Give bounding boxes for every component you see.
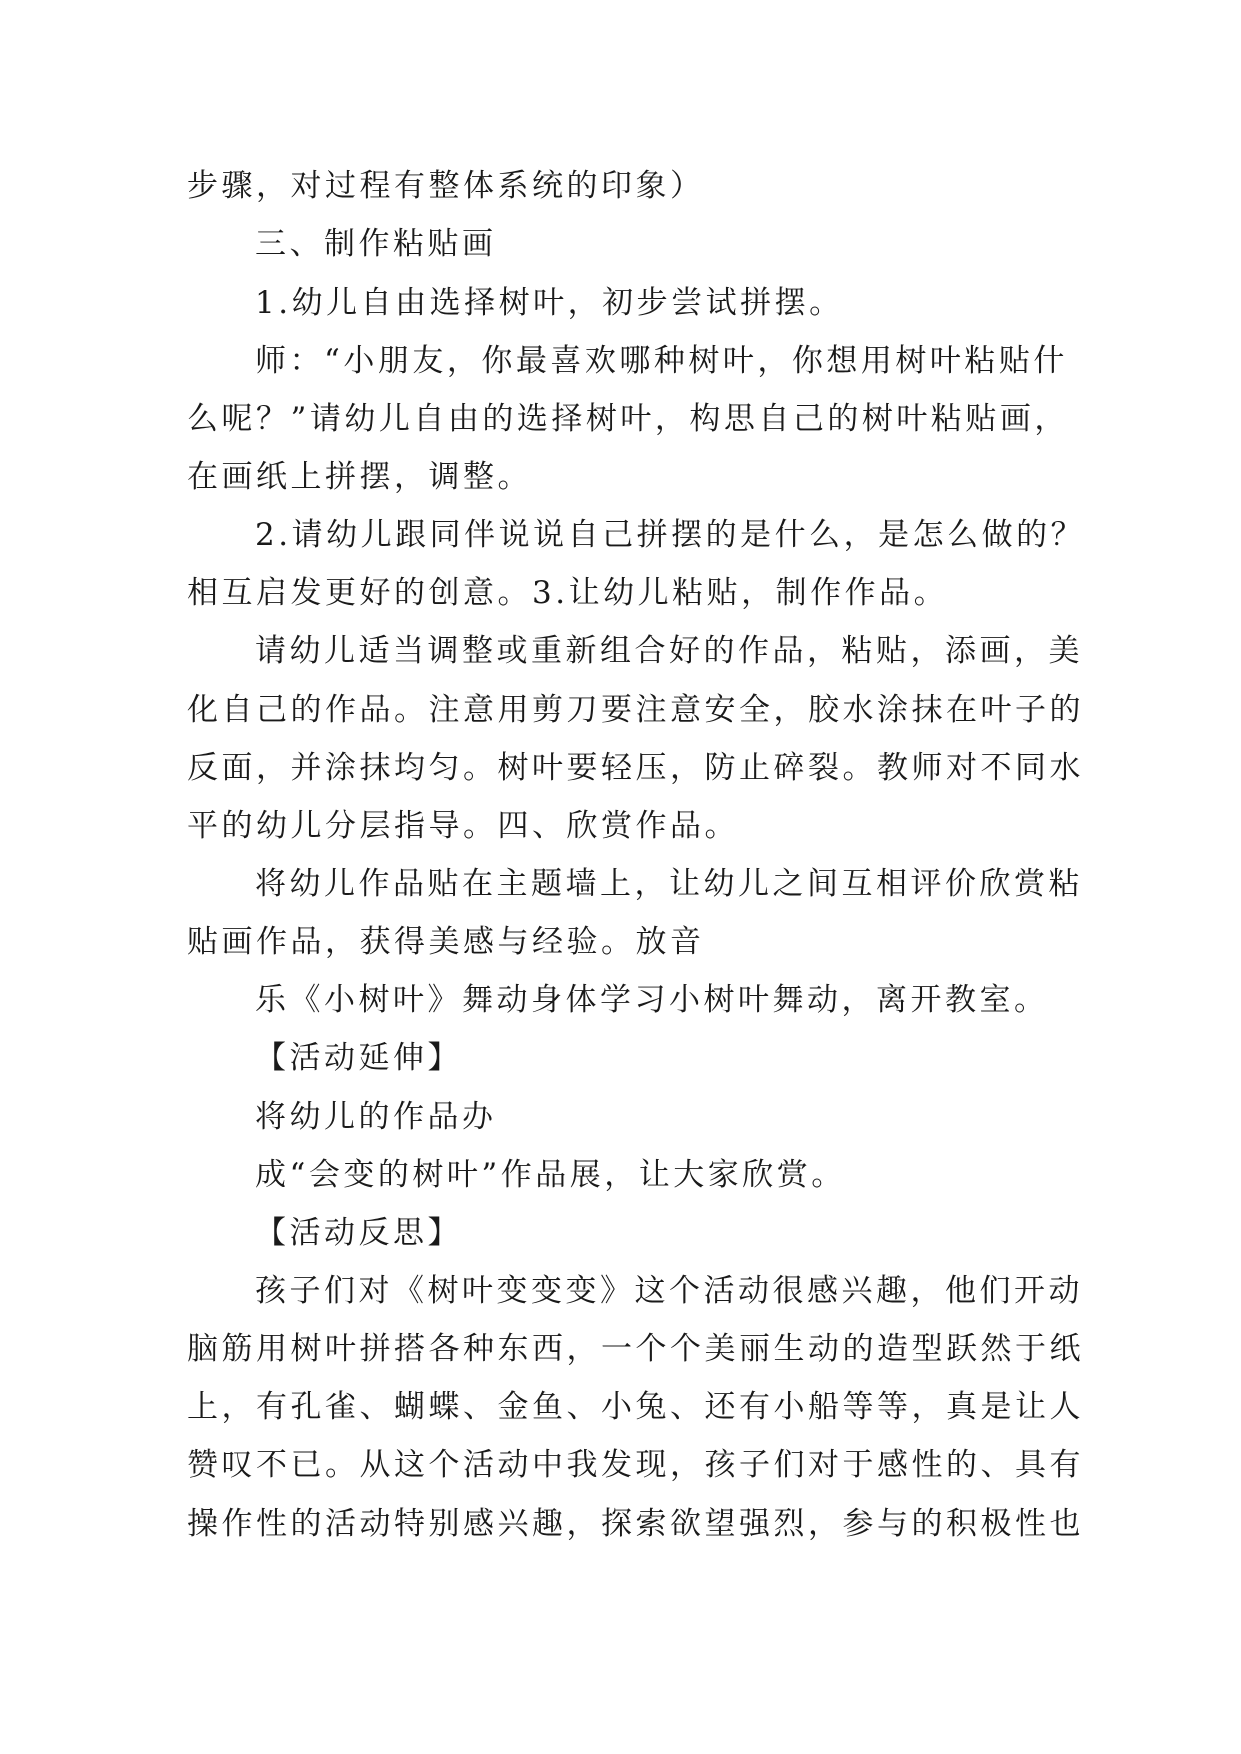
text-line-10: 化自己的作品。注意用剪刀要注意安全，胶水涂抹在叶子的	[187, 692, 1084, 728]
text-line-14: 贴画作品，获得美感与经验。放音	[187, 924, 705, 960]
text-line-6: 在画纸上拼摆，调整。	[187, 459, 532, 495]
text-line-9: 请幼儿适当调整或重新组合好的作品，粘贴，添画，美	[255, 633, 1083, 669]
text-line-15: 乐《小树叶》舞动身体学习小树叶舞动，离开教室。	[255, 982, 1049, 1018]
text-line-12: 平的幼儿分层指导。四、欣赏作品。	[187, 808, 739, 844]
text-line-22: 上，有孔雀、蝴蝶、金鱼、小兔、还有小船等等，真是让人	[187, 1389, 1084, 1425]
section-heading-3: 三、制作粘贴画	[255, 226, 497, 262]
text-line-8: 相互启发更好的创意。3.让幼儿粘贴，制作作品。	[187, 575, 949, 611]
activity-reflection-heading: 【活动反思】	[255, 1215, 462, 1251]
text-line-3: 1.幼儿自由选择树叶，初步尝试拼摆。	[255, 285, 844, 321]
text-line-17: 将幼儿的作品办	[255, 1099, 497, 1135]
text-line-20: 孩子们对《树叶变变变》这个活动很感兴趣，他们开动	[255, 1273, 1083, 1309]
text-line-7: 2.请幼儿跟同伴说说自己拼摆的是什么，是怎么做的？	[255, 517, 1086, 553]
text-line-13: 将幼儿作品贴在主题墙上，让幼儿之间互相评价欣赏粘	[255, 866, 1083, 902]
text-line-11: 反面，并涂抹均匀。树叶要轻压，防止碎裂。教师对不同水	[187, 750, 1084, 786]
activity-extension-heading: 【活动延伸】	[255, 1040, 462, 1076]
text-line-24: 操作性的活动特别感兴趣，探索欲望强烈，参与的积极性也	[187, 1506, 1084, 1542]
text-line-18: 成“会变的树叶”作品展，让大家欣赏。	[255, 1157, 846, 1193]
text-line-21: 脑筋用树叶拼搭各种东西，一个个美丽生动的造型跃然于纸	[187, 1331, 1084, 1367]
text-line-5: 么呢？”请幼儿自由的选择树叶，构思自己的树叶粘贴画，	[187, 401, 1069, 437]
text-line-1: 步骤，对过程有整体系统的印象）	[187, 168, 705, 204]
text-line-4: 师：“小朋友，你最喜欢哪种树叶，你想用树叶粘贴什	[255, 343, 1068, 379]
text-line-23: 赞叹不已。从这个活动中我发现，孩子们对于感性的、具有	[187, 1447, 1084, 1483]
